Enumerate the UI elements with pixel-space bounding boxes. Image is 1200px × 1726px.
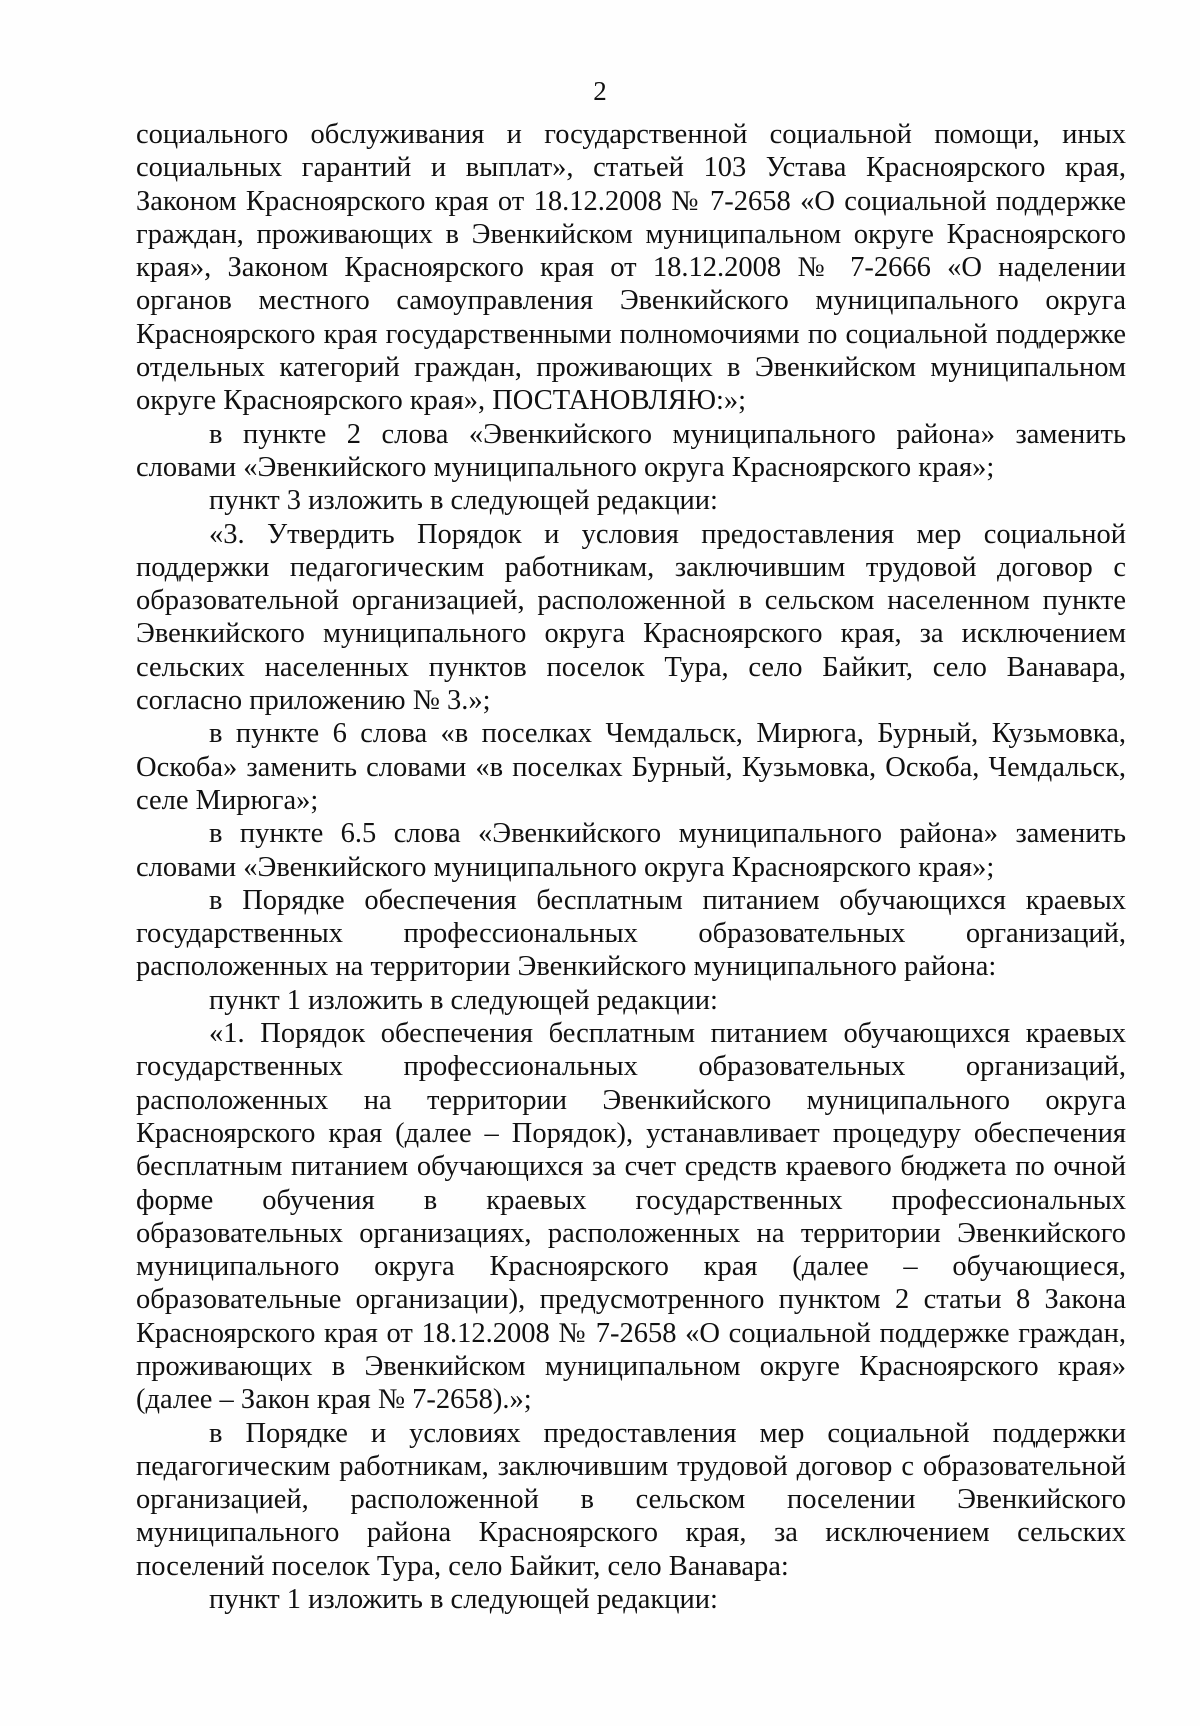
paragraph-item-2-amendment: в пункте 2 слова «Эвенкийского муниципального района» заменить словами «Эвенкийского муниципального округа Красноярского края»; xyxy=(136,418,1126,483)
document-body xyxy=(136,118,1126,1616)
paragraph-item-6-5-amendment: в пункте 6.5 слова «Эвенкийского муниципального района» заменить словами «Эвенкийского муниципального округа Красноярского края»; xyxy=(136,818,1126,883)
paragraph-free-meals-order: в Порядке обеспечения бесплатным питанием обучающихся краевых государственных профессиональных образовательных организаций, расположенных на территории Эвенкийского муниципального района: xyxy=(136,884,1126,983)
paragraph-free-meals-item-1-heading: пункт 1 изложить в следующей редакции: xyxy=(209,984,718,1016)
paragraph-preamble: социального обслуживания и государственной социальной помощи, иных социальных гарантий и выплат», статьей 103 Устава Красноярского края, Законом Красноярского края от 18.12.2008 № 7-2658 «О социальной поддержке граждан, проживающих в Эвенкийском муниципальном округе Красноярского края», Законом Красноярского края от 18.12.2008 № 7-2666 «О наделении органов местного самоуправления Эвенкийского муниципального округа Красноярского края государственными полномочиями по социальной поддержке отдельных категорий граждан, проживающих в Эвенкийском муниципальном округе Красноярского края», ПОСТАНОВЛЯЮ:»; xyxy=(136,119,1126,417)
paragraph-item-6-amendment: в пункте 6 слова «в поселках Чемдальск, Мирюга, Бурный, Кузьмовка, Оскоба» заменить словами «в поселках Бурный, Кузьмовка, Оскоба, Чемдальск, селе Мирюга»; xyxy=(136,718,1126,816)
paragraph-item-3-text: «3. Утвердить Порядок и условия предоставления мер социальной поддержки педагогическим работникам, заключившим трудовой договор с образовательной организацией, расположенной в сельском населенном пункте Эвенкийского муниципального округа Красноярского края, за исключением сельских населенных пунктов поселок Тура, село Байкит, село Ванавара, согласно приложению № 3.»; xyxy=(136,518,1126,717)
paragraph-item-3-heading: пункт 3 изложить в следующей редакции: xyxy=(209,485,718,517)
paragraph-teacher-support-order: в Порядке и условиях предоставления мер социальной поддержки педагогическим работникам, заключившим трудовой договор с образовательной организацией, расположенной в сельском поселении Эвенкийского муниципального района Красноярского края, за исключением сельских поселений поселок Тура, село Байкит, село Ванавара: xyxy=(136,1417,1126,1582)
paragraph-free-meals-item-1-text: «1. Порядок обеспечения бесплатным питанием обучающихся краевых государственных профессиональных образовательных организаций, расположенных на территории Эвенкийского муниципального округа Красноярского края (далее – Порядок), устанавливает процедуру обеспечения бесплатным питанием обучающихся за счет средств краевого бюджета по очной форме обучения в краевых государственных профессиональных образовательных организациях, расположенных на территории Эвенкийского муниципального округа Красноярского края (далее – обучающиеся, образовательные организации), предусмотренного пунктом 2 статьи 8 Закона Красноярского края от 18.12.2008 № 7-2658 «О социальной поддержке граждан, проживающих в Эвенкийском муниципальном округе Красноярского края» (далее – Закон края № 7-2658).»; xyxy=(136,1018,1126,1416)
page-number: 2 xyxy=(593,76,607,106)
paragraph-teacher-support-item-1-heading: пункт 1 изложить в следующей редакции: xyxy=(209,1584,718,1616)
